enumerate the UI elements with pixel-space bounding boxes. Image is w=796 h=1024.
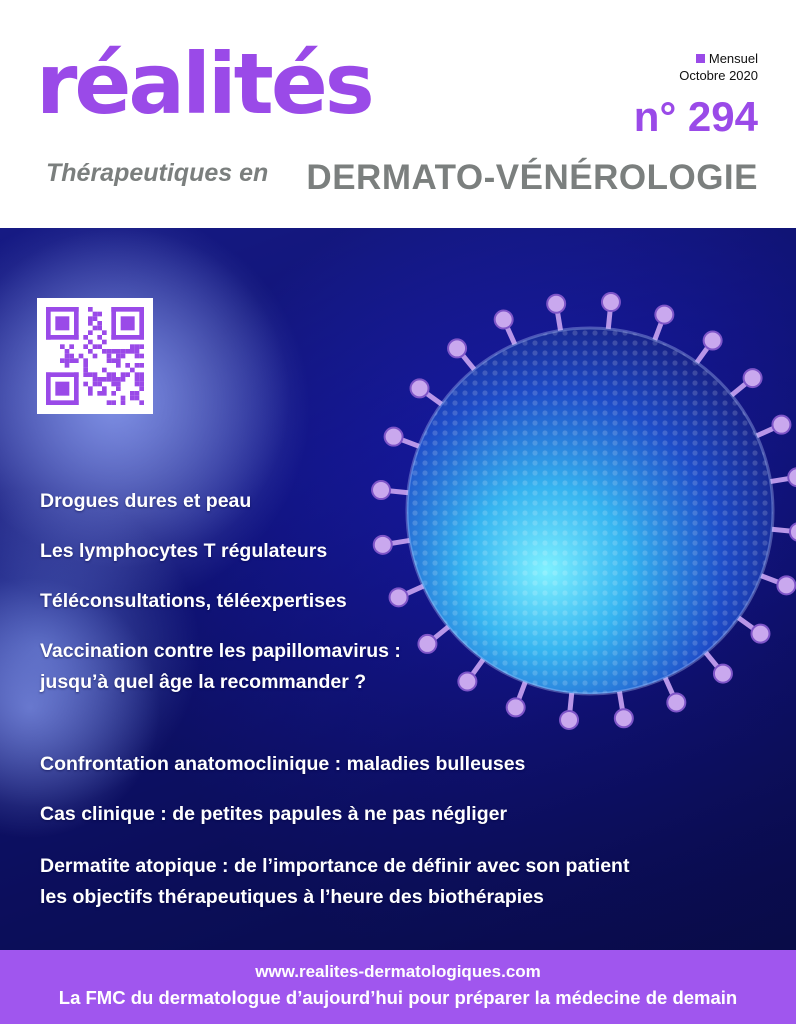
headline-2: Les lymphocytes T régulateurs — [40, 540, 328, 562]
headline-7-line-1: Dermatite atopique : de l’importance de définir avec son patient — [40, 855, 630, 877]
headline-1: Drogues dures et peau — [40, 490, 252, 512]
magazine-logo: réalités — [36, 35, 372, 133]
headline-7-line-2: les objectifs thérapeutiques à l’heure des biothérapies — [40, 886, 544, 908]
publication-info — [679, 50, 758, 84]
headline-5: Confrontation anatomoclinique : maladies bulleuses — [40, 753, 526, 775]
qr-code-icon — [46, 307, 144, 405]
issue-date: Octobre 2020 — [679, 68, 758, 83]
headline-6: Cas clinique : de petites papules à ne pas négliger — [40, 803, 508, 825]
cover-footer — [0, 950, 796, 1024]
cover-header — [0, 0, 796, 228]
frequency-line — [679, 50, 758, 67]
square-bullet-icon — [696, 54, 705, 63]
cover-image — [0, 228, 796, 950]
website-url[interactable]: www.realites-dermatologiques.com — [255, 962, 541, 981]
subtitle-italic: Thérapeutiques en — [46, 159, 269, 187]
footer-tagline: La FMC du dermatologue d’aujourd’hui pour préparer la médecine de demain — [58, 987, 738, 1008]
frequency-label: Mensuel — [708, 51, 758, 66]
issue-number: n° 294 — [633, 93, 758, 140]
qr-code[interactable] — [37, 298, 153, 414]
headline-4-line-2: jusqu’à quel âge la recommander ? — [40, 671, 367, 693]
subtitle-specialty: DERMATO-VÉNÉROLOGIE — [306, 158, 758, 197]
headline-3: Téléconsultations, téléexpertises — [40, 590, 347, 612]
headline-4-line-1: Vaccination contre les papillomavirus : — [40, 640, 401, 662]
